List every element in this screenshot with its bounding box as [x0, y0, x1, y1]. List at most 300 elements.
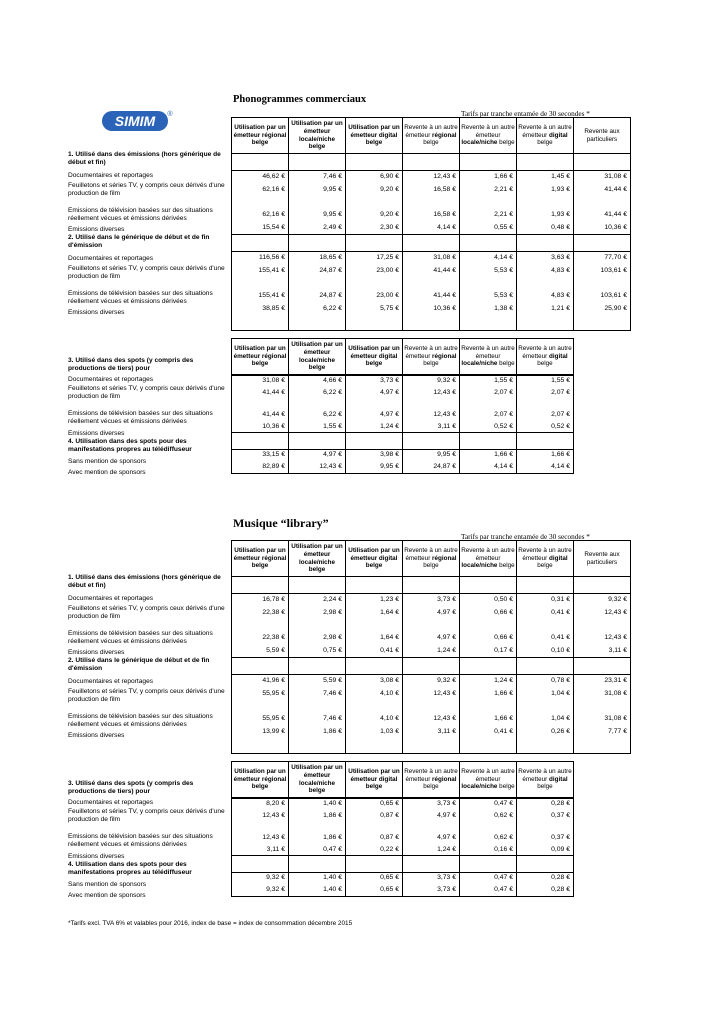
price-cell: 2,24 €	[289, 594, 346, 606]
price-cell: 0,41 €	[517, 631, 574, 645]
price-cell: 4,10 €	[346, 712, 403, 726]
price-cell: 4,66 €	[289, 376, 346, 386]
section-title-phonogrammes: Phonogrammes commerciaux	[233, 94, 367, 105]
column-header: Revente à un autre émetteur régional belge	[403, 762, 460, 798]
price-cell: 9,32 €	[403, 376, 460, 386]
price-cell: 0,22 €	[346, 845, 403, 856]
table-phonogrammes-emissions	[231, 117, 631, 331]
price-cell: 3,73 €	[346, 376, 403, 386]
price-cell: 24,87 €	[403, 461, 460, 474]
row-heading: 3. Utilisé dans des spots (y compris des productions de tiers) pour	[68, 357, 194, 372]
price-cell: 1,86 €	[289, 809, 346, 823]
table-row	[232, 799, 574, 809]
table-row	[232, 208, 631, 222]
column-header: Revente à un autre émetteur locale/niche belge	[460, 118, 517, 154]
row-label: Emissions diverses	[68, 649, 125, 656]
row-label: Emissions de télévision basées sur des situations réellement vécues et émissions dérivées	[68, 410, 213, 425]
row-label: Emissions diverses	[68, 309, 125, 316]
price-cell: 0,75 €	[289, 645, 346, 658]
separator-row	[232, 701, 631, 712]
row-label: Documentaires et reportages	[68, 376, 154, 383]
price-cell: 3,98 €	[346, 450, 403, 461]
price-cell: 41,44 €	[574, 183, 631, 197]
price-cell: 0,10 €	[517, 645, 574, 658]
column-header: Revente à un autre émetteur locale/niche belge	[460, 762, 517, 798]
price-cell: 16,78 €	[232, 594, 289, 606]
price-cell: 0,41 €	[460, 726, 517, 739]
price-cell: 12,43 €	[574, 631, 631, 645]
table-phonogrammes-spots	[231, 338, 574, 474]
price-cell: 0,78 €	[517, 675, 574, 687]
row-label: Feuilletons et séries TV, y compris ceux dérivés d'une production de film	[68, 265, 225, 280]
price-cell: 13,99 €	[232, 726, 289, 739]
price-cell: 12,43 €	[403, 171, 460, 183]
price-cell: 0,37 €	[517, 831, 574, 845]
price-cell: 12,43 €	[403, 712, 460, 726]
price-cell: 31,08 €	[574, 712, 631, 726]
column-header: Revente à un autre émetteur locale/niche belge	[460, 541, 517, 577]
tarif-note-2: Tarifs par tranche entamée de 30 secondes *	[461, 532, 590, 541]
table-row	[232, 831, 574, 845]
row-label: Documentaires et reportages	[68, 172, 154, 179]
price-cell: 2,98 €	[289, 631, 346, 645]
price-cell: 0,28 €	[517, 884, 574, 897]
column-header: Utilisation par un émetteur digital belge	[346, 762, 403, 798]
price-cell: 2,98 €	[289, 606, 346, 620]
table-row	[232, 222, 631, 235]
price-cell: 4,97 €	[403, 606, 460, 620]
price-cell: 1,40 €	[289, 884, 346, 897]
column-header: Utilisation par un émetteur régional belge	[232, 541, 289, 577]
price-cell: 0,66 €	[460, 631, 517, 645]
column-header: Utilisation par un émetteur régional belge	[232, 339, 289, 375]
price-cell: 41,44 €	[232, 386, 289, 400]
price-cell: 1,55 €	[517, 376, 574, 386]
price-cell: 1,55 €	[460, 376, 517, 386]
price-cell: 10,36 €	[574, 222, 631, 235]
table-row	[232, 264, 631, 278]
price-cell: 2,49 €	[289, 222, 346, 235]
tarif-note-1: Tarifs par tranche entamée de 30 secondes *	[461, 109, 590, 118]
price-cell: 46,62 €	[232, 171, 289, 183]
price-cell: 25,90 €	[574, 303, 631, 316]
price-cell: 1,40 €	[289, 873, 346, 884]
price-cell: 9,20 €	[346, 208, 403, 222]
price-cell: 9,32 €	[403, 675, 460, 687]
price-cell: 0,65 €	[346, 873, 403, 884]
separator-row	[232, 658, 631, 675]
table-row	[232, 606, 631, 620]
price-cell: 0,50 €	[460, 594, 517, 606]
price-cell: 4,14 €	[517, 461, 574, 474]
price-cell: 15,54 €	[232, 222, 289, 235]
price-cell: 0,65 €	[346, 884, 403, 897]
price-cell: 1,66 €	[460, 450, 517, 461]
price-cell: 103,61 €	[574, 289, 631, 303]
column-header: Utilisation par un émetteur régional belge	[232, 762, 289, 798]
column-header: Utilisation par un émetteur locale/niche belge	[289, 541, 346, 577]
column-header: Revente à un autre émetteur digital belge	[517, 762, 574, 798]
registered-mark: ®	[167, 111, 173, 118]
price-cell: 0,26 €	[517, 726, 574, 739]
price-cell: 8,20 €	[232, 799, 289, 809]
price-cell: 7,46 €	[289, 712, 346, 726]
price-cell: 16,58 €	[403, 208, 460, 222]
price-cell: 12,43 €	[403, 408, 460, 422]
price-cell: 1,03 €	[346, 726, 403, 739]
price-cell: 1,55 €	[289, 422, 346, 433]
price-cell: 12,43 €	[232, 831, 289, 845]
table-row	[232, 645, 631, 658]
separator-row	[232, 620, 631, 631]
price-cell: 0,09 €	[517, 845, 574, 856]
price-cell: 4,14 €	[460, 461, 517, 474]
price-cell: 1,23 €	[346, 594, 403, 606]
price-cell: 6,22 €	[289, 408, 346, 422]
table-row	[232, 386, 574, 400]
separator-row	[232, 278, 631, 289]
table-row	[232, 450, 574, 461]
price-cell: 103,61 €	[574, 264, 631, 278]
price-cell: 0,41 €	[346, 645, 403, 658]
table-row	[232, 809, 574, 823]
price-cell: 5,53 €	[460, 289, 517, 303]
separator-row	[232, 235, 631, 252]
price-cell: 6,22 €	[289, 386, 346, 400]
column-header: Utilisation par un émetteur digital belge	[346, 541, 403, 577]
table-row	[232, 726, 631, 739]
price-cell: 0,52 €	[517, 422, 574, 433]
price-cell: 0,41 €	[517, 606, 574, 620]
price-cell: 4,14 €	[403, 222, 460, 235]
price-cell: 1,93 €	[517, 183, 574, 197]
table-library-emissions	[231, 540, 631, 754]
table-row	[232, 675, 631, 687]
price-cell: 5,75 €	[346, 303, 403, 316]
price-cell: 1,24 €	[346, 422, 403, 433]
column-header: Revente aux particuliers	[574, 541, 631, 577]
row-label: Emissions diverses	[68, 732, 125, 739]
price-cell: 0,55 €	[460, 222, 517, 235]
separator-row	[232, 197, 631, 208]
price-cell: 3,11 €	[574, 645, 631, 658]
price-cell: 1,86 €	[289, 726, 346, 739]
price-cell: 4,97 €	[403, 809, 460, 823]
row-heading: 2. Utilisé dans le générique de début et de fin d'émission	[68, 657, 210, 672]
table-row	[232, 289, 631, 303]
row-label: Avec mention de sponsors	[68, 892, 146, 899]
price-cell: 0,66 €	[460, 606, 517, 620]
row-label: Emissions de télévision basées sur des situations réellement vécues et émissions dérivées	[68, 713, 213, 728]
simim-logo	[102, 108, 174, 134]
table-row	[232, 873, 574, 884]
price-cell: 4,97 €	[289, 450, 346, 461]
price-cell: 22,38 €	[232, 606, 289, 620]
row-heading: 1. Utilisé dans des émissions (hors générique de début et fin)	[68, 574, 221, 589]
price-cell: 9,95 €	[289, 183, 346, 197]
column-header: Utilisation par un émetteur régional belge	[232, 118, 289, 154]
price-cell: 1,24 €	[403, 645, 460, 658]
price-cell: 4,97 €	[346, 408, 403, 422]
price-cell: 2,07 €	[517, 386, 574, 400]
row-label: Feuilletons et séries TV, y compris ceux dérivés d'une production de film	[68, 385, 225, 400]
separator-row	[232, 577, 631, 594]
price-cell: 31,08 €	[403, 252, 460, 264]
price-cell: 1,66 €	[460, 171, 517, 183]
separator-row	[232, 739, 631, 754]
price-cell: 2,30 €	[346, 222, 403, 235]
row-heading: 4. Utilisation dans des spots pour des manifestations propres au télédiffuseur	[68, 438, 192, 453]
row-label: Sans mention de sponsors	[68, 458, 147, 465]
price-cell: 22,38 €	[232, 631, 289, 645]
column-header: Revente à un autre émetteur digital belge	[517, 541, 574, 577]
table-row	[232, 594, 631, 606]
price-cell: 4,83 €	[517, 289, 574, 303]
price-cell: 0,87 €	[346, 831, 403, 845]
price-cell: 1,04 €	[517, 712, 574, 726]
price-cell: 0,31 €	[517, 594, 574, 606]
separator-row	[232, 433, 574, 450]
table-row	[232, 712, 631, 726]
column-header: Revente à un autre émetteur régional belge	[403, 339, 460, 375]
price-cell: 3,73 €	[403, 873, 460, 884]
row-label: Emissions de télévision basées sur des situations réellement vécues et émissions dérivées	[68, 833, 213, 848]
row-label: Feuilletons et séries TV, y compris ceux dérivés d'une production de film	[68, 808, 225, 823]
price-cell: 12,43 €	[403, 687, 460, 701]
row-label: Emissions diverses	[68, 226, 125, 233]
price-cell: 4,14 €	[460, 252, 517, 264]
price-cell: 31,08 €	[574, 171, 631, 183]
column-header: Revente à un autre émetteur régional belge	[403, 118, 460, 154]
price-cell: 3,73 €	[403, 884, 460, 897]
price-cell: 1,45 €	[517, 171, 574, 183]
row-label: Emissions de télévision basées sur des situations réellement vécues et émissions dérivées	[68, 290, 213, 305]
price-cell: 1,64 €	[346, 606, 403, 620]
separator-row	[232, 154, 631, 171]
table-row	[232, 171, 631, 183]
price-cell: 5,53 €	[460, 264, 517, 278]
price-cell: 3,11 €	[403, 422, 460, 433]
column-header: Revente à un autre émetteur digital belge	[517, 118, 574, 154]
price-cell: 17,25 €	[346, 252, 403, 264]
price-cell: 0,62 €	[460, 809, 517, 823]
price-cell: 31,08 €	[574, 687, 631, 701]
price-cell: 0,62 €	[460, 831, 517, 845]
price-cell: 1,86 €	[289, 831, 346, 845]
price-cell: 3,73 €	[403, 799, 460, 809]
price-cell: 0,37 €	[517, 809, 574, 823]
table-row	[232, 408, 574, 422]
price-cell: 0,17 €	[460, 645, 517, 658]
price-cell: 41,44 €	[232, 408, 289, 422]
price-cell: 41,44 €	[574, 208, 631, 222]
separator-row	[232, 823, 574, 831]
price-cell: 3,73 €	[403, 594, 460, 606]
price-cell: 0,48 €	[517, 222, 574, 235]
price-cell: 155,41 €	[232, 289, 289, 303]
price-cell: 1,21 €	[517, 303, 574, 316]
separator-row	[232, 316, 631, 331]
price-cell: 9,32 €	[232, 873, 289, 884]
price-cell: 1,24 €	[460, 675, 517, 687]
price-cell: 6,90 €	[346, 171, 403, 183]
price-cell: 5,59 €	[289, 675, 346, 687]
price-cell: 4,97 €	[346, 386, 403, 400]
price-cell: 0,47 €	[460, 799, 517, 809]
price-cell: 0,47 €	[460, 873, 517, 884]
price-cell: 1,66 €	[460, 712, 517, 726]
footnote: *Tarifs excl. TVA 6% et valables pour 2016, index de base = index de consommation décembre 2015	[68, 920, 353, 927]
price-cell: 38,85 €	[232, 303, 289, 316]
price-cell: 10,36 €	[403, 303, 460, 316]
price-cell: 3,63 €	[517, 252, 574, 264]
row-label: Documentaires et reportages	[68, 799, 154, 806]
price-cell: 0,87 €	[346, 809, 403, 823]
logo-text: SIMIM	[114, 113, 156, 129]
price-cell: 62,16 €	[232, 208, 289, 222]
price-cell: 2,07 €	[517, 408, 574, 422]
column-header: Utilisation par un émetteur locale/niche belge	[289, 762, 346, 798]
column-header: Utilisation par un émetteur digital belge	[346, 118, 403, 154]
row-label: Sans mention de sponsors	[68, 881, 147, 888]
price-cell: 9,95 €	[346, 461, 403, 474]
price-cell: 55,95 €	[232, 712, 289, 726]
table-row	[232, 376, 574, 386]
price-cell: 2,07 €	[460, 408, 517, 422]
separator-row	[232, 856, 574, 873]
row-label: Emissions diverses	[68, 430, 125, 437]
price-cell: 1,40 €	[289, 799, 346, 809]
column-header: Utilisation par un émetteur locale/niche belge	[289, 339, 346, 375]
price-cell: 1,04 €	[517, 687, 574, 701]
column-header: Utilisation par un émetteur locale/niche belge	[289, 118, 346, 154]
price-cell: 0,28 €	[517, 799, 574, 809]
row-label: Feuilletons et séries TV, y compris ceux dérivés d'une production de film	[68, 688, 225, 703]
table-row	[232, 252, 631, 264]
price-cell: 5,59 €	[232, 645, 289, 658]
row-label: Documentaires et reportages	[68, 255, 154, 262]
price-cell: 62,16 €	[232, 183, 289, 197]
column-header: Revente à un autre émetteur régional belge	[403, 541, 460, 577]
table-row	[232, 845, 574, 856]
row-label: Feuilletons et séries TV, y compris ceux dérivés d'une production de film	[68, 182, 225, 197]
price-cell: 1,93 €	[517, 208, 574, 222]
price-cell: 3,11 €	[403, 726, 460, 739]
table-library-spots	[231, 761, 574, 897]
price-cell: 0,28 €	[517, 873, 574, 884]
price-cell: 9,32 €	[232, 884, 289, 897]
row-heading: 1. Utilisé dans des émissions (hors générique de début et fin)	[68, 151, 221, 166]
price-cell: 2,21 €	[460, 183, 517, 197]
price-cell: 7,46 €	[289, 171, 346, 183]
price-cell: 7,77 €	[574, 726, 631, 739]
price-cell: 82,89 €	[232, 461, 289, 474]
price-cell: 9,95 €	[289, 208, 346, 222]
price-cell: 16,58 €	[403, 183, 460, 197]
price-cell: 33,15 €	[232, 450, 289, 461]
row-label: Avec mention de sponsors	[68, 469, 146, 476]
separator-row	[232, 400, 574, 408]
price-cell: 2,21 €	[460, 208, 517, 222]
price-cell: 1,66 €	[460, 687, 517, 701]
price-cell: 18,65 €	[289, 252, 346, 264]
price-cell: 7,46 €	[289, 687, 346, 701]
price-cell: 0,47 €	[460, 884, 517, 897]
price-cell: 155,41 €	[232, 264, 289, 278]
price-cell: 1,38 €	[460, 303, 517, 316]
price-cell: 31,08 €	[232, 376, 289, 386]
price-cell: 2,07 €	[460, 386, 517, 400]
price-cell: 6,22 €	[289, 303, 346, 316]
price-cell: 1,66 €	[517, 450, 574, 461]
table-row	[232, 631, 631, 645]
price-cell: 9,20 €	[346, 183, 403, 197]
price-cell: 0,52 €	[460, 422, 517, 433]
row-label: Emissions diverses	[68, 853, 125, 860]
price-cell: 23,31 €	[574, 675, 631, 687]
price-cell: 23,00 €	[346, 264, 403, 278]
price-cell: 4,83 €	[517, 264, 574, 278]
price-cell: 0,16 €	[460, 845, 517, 856]
price-cell: 10,36 €	[232, 422, 289, 433]
row-label: Documentaires et reportages	[68, 678, 154, 685]
price-cell: 9,95 €	[403, 450, 460, 461]
price-cell: 1,24 €	[403, 845, 460, 856]
price-cell: 0,47 €	[289, 845, 346, 856]
row-label: Feuilletons et séries TV, y compris ceux dérivés d'une production de film	[68, 605, 225, 620]
price-cell: 12,43 €	[232, 809, 289, 823]
table-row	[232, 461, 574, 474]
table-row	[232, 422, 574, 433]
price-cell: 3,11 €	[232, 845, 289, 856]
column-header: Revente à un autre émetteur digital belge	[517, 339, 574, 375]
price-cell: 116,56 €	[232, 252, 289, 264]
price-cell: 24,87 €	[289, 264, 346, 278]
price-cell: 41,96 €	[232, 675, 289, 687]
column-header: Utilisation par un émetteur digital belge	[346, 339, 403, 375]
row-label: Emissions de télévision basées sur des situations réellement vécues et émissions dérivées	[68, 630, 213, 645]
price-cell: 4,97 €	[403, 831, 460, 845]
price-cell: 12,43 €	[403, 386, 460, 400]
column-header: Revente aux particuliers	[574, 118, 631, 154]
price-cell: 12,43 €	[574, 606, 631, 620]
price-cell: 55,95 €	[232, 687, 289, 701]
row-heading: 4. Utilisation dans des spots pour des manifestations propres au télédiffuseur	[68, 861, 192, 876]
table-row	[232, 183, 631, 197]
price-cell: 1,64 €	[346, 631, 403, 645]
row-label: Documentaires et reportages	[68, 595, 154, 602]
price-cell: 4,97 €	[403, 631, 460, 645]
price-cell: 12,43 €	[289, 461, 346, 474]
column-header: Revente à un autre émetteur locale/niche belge	[460, 339, 517, 375]
row-heading: 2. Utilisé dans le générique de début et de fin d'émission	[68, 234, 210, 249]
price-cell: 41,44 €	[403, 289, 460, 303]
row-heading: 3. Utilisé dans des spots (y compris des productions de tiers) pour	[68, 780, 194, 795]
table-row	[232, 303, 631, 316]
price-cell: 9,32 €	[574, 594, 631, 606]
price-cell: 77,70 €	[574, 252, 631, 264]
row-label: Emissions de télévision basées sur des situations réellement vécues et émissions dérivées	[68, 207, 213, 222]
table-row	[232, 884, 574, 897]
price-cell: 4,10 €	[346, 687, 403, 701]
table-row	[232, 687, 631, 701]
price-cell: 0,65 €	[346, 799, 403, 809]
price-cell: 24,87 €	[289, 289, 346, 303]
price-cell: 3,08 €	[346, 675, 403, 687]
price-cell: 41,44 €	[403, 264, 460, 278]
section-title-library: Musique “library”	[233, 516, 329, 530]
price-cell: 23,00 €	[346, 289, 403, 303]
